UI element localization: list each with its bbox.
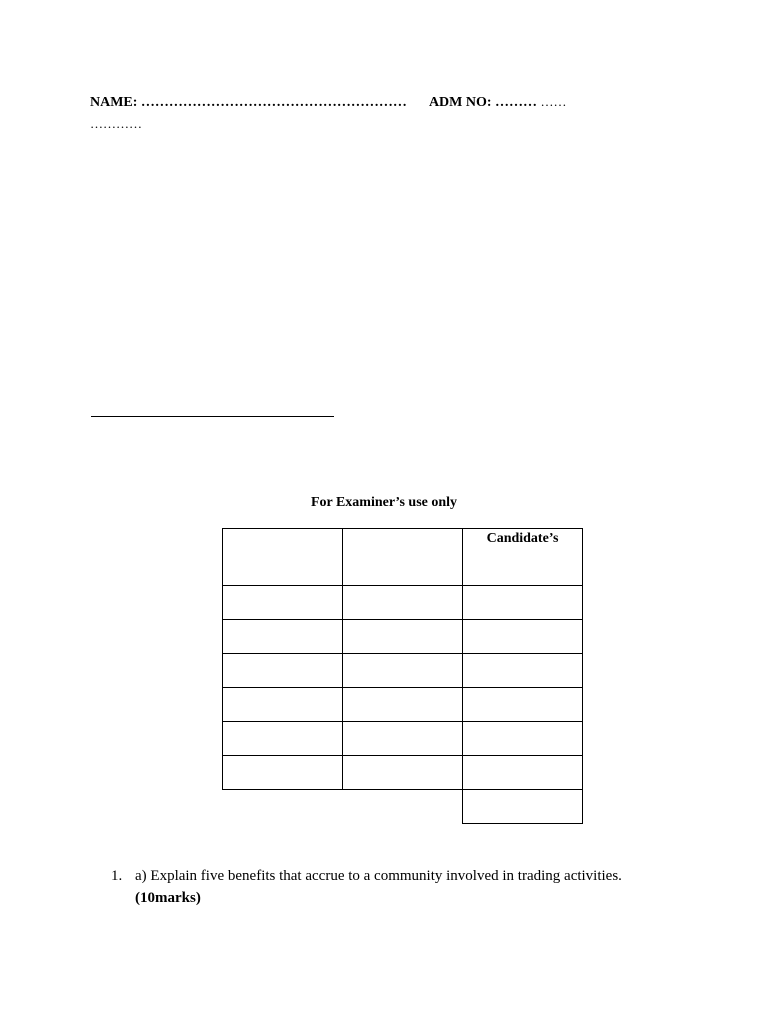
table-cell xyxy=(223,756,343,790)
table-cell xyxy=(463,654,583,688)
question-1-line xyxy=(111,865,622,887)
examiner-section-title: For Examiner’s use only xyxy=(310,495,458,510)
table-total-cell xyxy=(463,790,583,824)
table-cell xyxy=(343,586,463,620)
table-cell xyxy=(223,654,343,688)
table-cell xyxy=(463,586,583,620)
table-row xyxy=(223,756,583,790)
table-header-cell-candidates: Candidate’s xyxy=(463,529,583,586)
horizontal-rule xyxy=(91,416,334,417)
table-cell xyxy=(463,620,583,654)
table-cell xyxy=(343,620,463,654)
table-row xyxy=(223,688,583,722)
adm-no-dots-continued: ………… xyxy=(90,116,142,131)
table-header-cell xyxy=(223,529,343,586)
table-cell xyxy=(223,722,343,756)
question-marks: (10marks) xyxy=(135,890,201,906)
examiner-marks-table xyxy=(222,528,583,824)
table-cell xyxy=(343,688,463,722)
table-cell xyxy=(463,722,583,756)
table-row xyxy=(223,620,583,654)
table-cell xyxy=(343,654,463,688)
table-cell xyxy=(463,756,583,790)
table-cell xyxy=(223,688,343,722)
question-text: a) Explain five benefits that accrue to a community involved in trading activities. xyxy=(135,868,622,884)
adm-no-field-label: ADM NO: ……… xyxy=(428,95,538,110)
table-header-cell xyxy=(343,529,463,586)
question-number: 1. xyxy=(111,868,123,884)
adm-no-dots: …… xyxy=(540,94,567,109)
name-field-label: NAME: ………………………………………………… xyxy=(90,95,407,110)
table-row xyxy=(223,654,583,688)
student-details-line xyxy=(90,94,567,111)
table-header-row xyxy=(223,529,583,586)
table-row xyxy=(223,722,583,756)
table-cell xyxy=(223,586,343,620)
table-cell xyxy=(223,620,343,654)
table-total-row xyxy=(223,790,583,824)
question-1 xyxy=(111,865,622,909)
table-cell xyxy=(463,688,583,722)
table-blank-cell xyxy=(343,790,463,824)
table-row xyxy=(223,586,583,620)
table-cell xyxy=(343,756,463,790)
table-cell xyxy=(343,722,463,756)
table-blank-cell xyxy=(223,790,343,824)
